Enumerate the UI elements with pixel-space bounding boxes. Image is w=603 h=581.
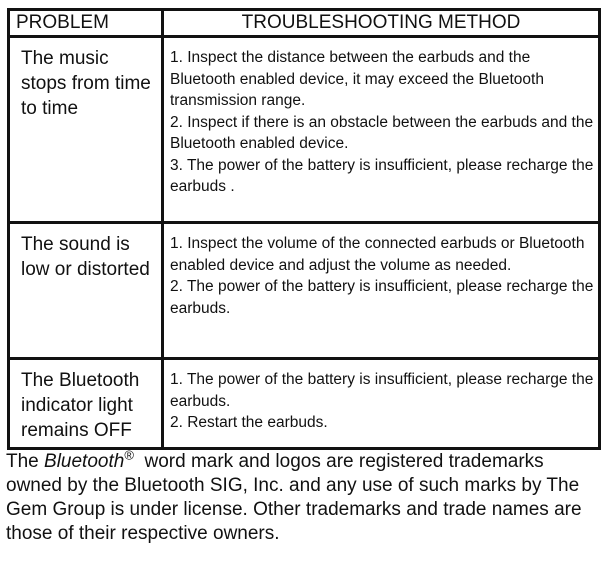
method-step: 2. Restart the earbuds.	[170, 414, 328, 431]
method-cell	[163, 37, 600, 223]
problem-cell: The Bluetooth indicator light remains OFF	[9, 359, 163, 449]
notice-prefix: The	[6, 451, 39, 472]
notice-brand-name: Bluetooth	[44, 451, 125, 472]
trademark-notice	[6, 447, 596, 546]
method-column-header: TROUBLESHOOTING METHOD	[163, 10, 600, 37]
problem-column-header: PROBLEM	[9, 10, 163, 37]
method-step: 1. Inspect the volume of the connected earbuds or Bluetooth enabled device and adjust the volume as needed.	[170, 235, 585, 274]
notice-body: word mark and logos are registered trademarks owned by the Bluetooth SIG, Inc. and any use of such marks by The Gem Group is under license. Other trademarks and trade names are those of their respective owners.	[6, 451, 582, 544]
table-row	[9, 359, 600, 449]
method-step: 2. The power of the battery is insufficient, please recharge the earbuds.	[170, 278, 594, 317]
method-step: 1. The power of the battery is insufficient, please recharge the earbuds.	[170, 371, 594, 410]
method-step: 1. Inspect the distance between the earbuds and the Bluetooth enabled device, it may exceed the Bluetooth transmission range.	[170, 49, 544, 109]
table-row	[9, 223, 600, 359]
table-header-row	[9, 10, 600, 37]
table-row	[9, 37, 600, 223]
method-cell	[163, 223, 600, 359]
problem-cell: The music stops from time to time	[9, 37, 163, 223]
registered-mark: ®	[124, 447, 134, 463]
problem-cell: The sound is low or distorted	[9, 223, 163, 359]
troubleshooting-table	[7, 8, 601, 450]
method-cell	[163, 359, 600, 449]
method-step: 3. The power of the battery is insufficient, please recharge the earbuds .	[170, 156, 594, 195]
method-step: 2. Inspect if there is an obstacle between the earbuds and the Bluetooth enabled device.	[170, 113, 594, 152]
